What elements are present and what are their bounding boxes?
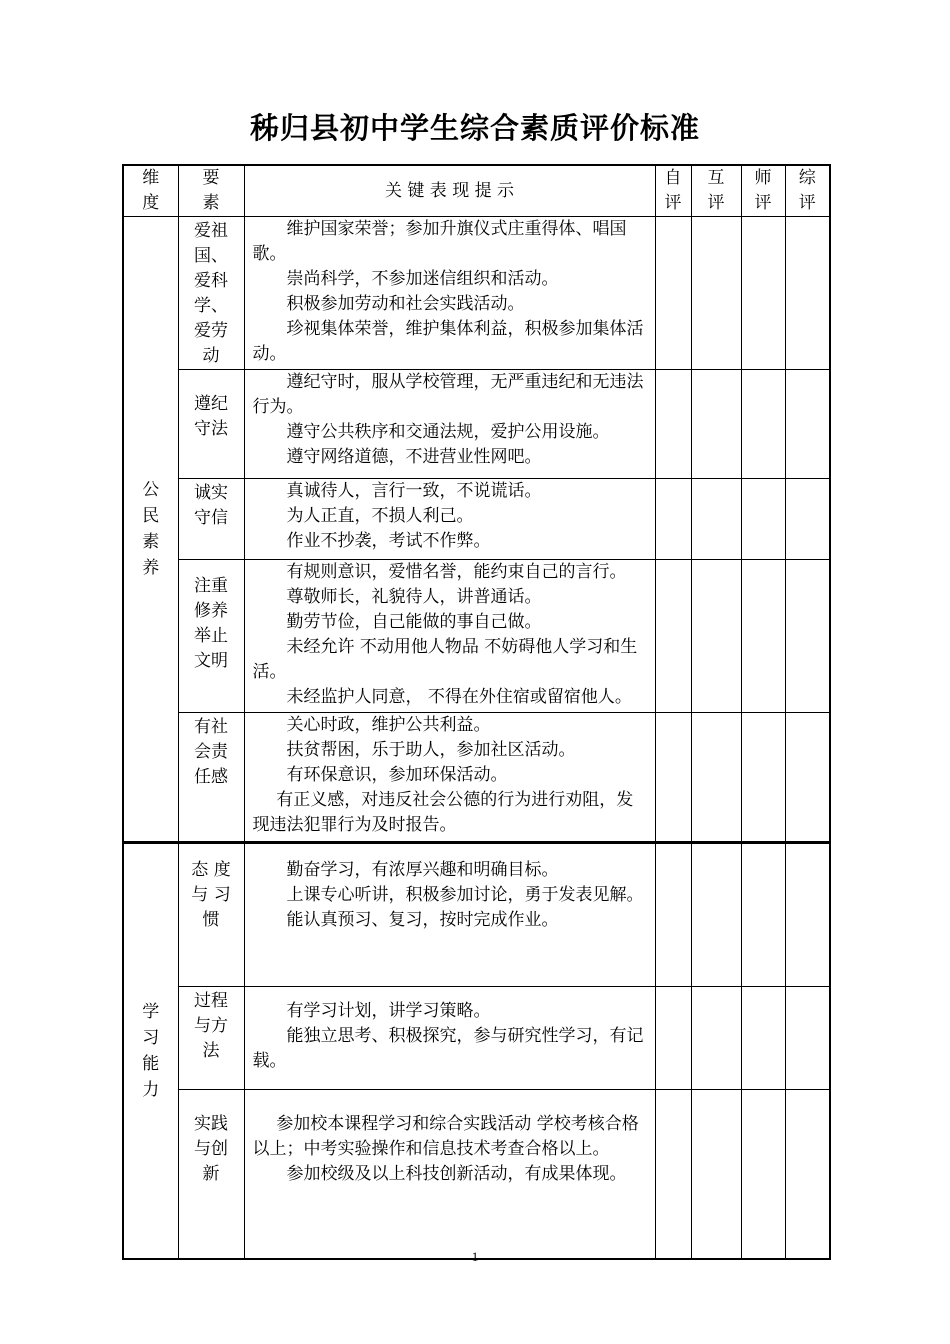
tips-cell: 遵纪守时，服从学校管理，无严重违纪和无违法行为。 遵守公共秩序和交通法规，爱护公用设施。 遵守网络道德，不进营业性网吧。	[244, 370, 655, 479]
overall-eval-cell[interactable]	[785, 560, 830, 713]
header-peer-eval: 互 评	[691, 165, 741, 217]
element-cell: 过程与方法	[178, 987, 244, 1090]
table-row	[123, 560, 830, 713]
self-eval-cell[interactable]	[655, 843, 691, 987]
element-cell: 爱祖国、爱科学、爱劳动	[178, 217, 244, 370]
self-eval-cell[interactable]	[655, 987, 691, 1090]
header-row	[123, 165, 830, 217]
tips-cell: 关心时政，维护公共利益。 扶贫帮困，乐于助人，参加社区活动。 有环保意识，参加环保活动。 有正义感，对违反社会公德的行为进行劝阻，发现违法犯罪行为及时报告。	[244, 713, 655, 843]
teacher-eval-cell[interactable]	[741, 479, 785, 560]
table-row	[123, 217, 830, 370]
peer-eval-cell[interactable]	[691, 479, 741, 560]
self-eval-cell[interactable]	[655, 560, 691, 713]
header-self-eval: 自 评	[655, 165, 691, 217]
teacher-eval-cell[interactable]	[741, 217, 785, 370]
overall-eval-cell[interactable]	[785, 217, 830, 370]
peer-eval-cell[interactable]	[691, 1090, 741, 1260]
table-row	[123, 1090, 830, 1260]
page-title: 秭归县初中学生综合素质评价标准	[249, 111, 700, 145]
tips-cell: 有学习计划，讲学习策略。 能独立思考、积极探究，参与研究性学习，有记载。	[244, 987, 655, 1090]
element-cell: 注重修养举止文明	[178, 560, 244, 713]
teacher-eval-cell[interactable]	[741, 1090, 785, 1260]
page-number: 1	[471, 1249, 479, 1264]
element-cell: 有社会责任感	[178, 713, 244, 843]
peer-eval-cell[interactable]	[691, 370, 741, 479]
tips-cell: 维护国家荣誉；参加升旗仪式庄重得体、唱国歌。 崇尚科学，不参加迷信组织和活动。 积极参加劳动和社会实践活动。 珍视集体荣誉，维护集体利益，积极参加集体活动。	[244, 217, 655, 370]
self-eval-cell[interactable]	[655, 1090, 691, 1260]
overall-eval-cell[interactable]	[785, 713, 830, 843]
dimension-cell: 学习能力	[123, 843, 178, 1260]
evaluation-table	[122, 164, 831, 1260]
table-row	[123, 370, 830, 479]
overall-eval-cell[interactable]	[785, 987, 830, 1090]
element-cell: 实践与创新	[178, 1090, 244, 1260]
peer-eval-cell[interactable]	[691, 843, 741, 987]
teacher-eval-cell[interactable]	[741, 987, 785, 1090]
teacher-eval-cell[interactable]	[741, 843, 785, 987]
tips-cell: 有规则意识，爱惜名誉，能约束自己的言行。 尊敬师长，礼貌待人，讲普通话。 勤劳节俭，自己能做的事自己做。 未经允许 不动用他人物品 不妨碍他人学习和生活。 未经监护人同意， 不得在外住宿或留宿他人。	[244, 560, 655, 713]
tips-cell: 真诚待人，言行一致，不说谎话。 为人正直，不损人利己。 作业不抄袭，考试不作弊。	[244, 479, 655, 560]
header-teacher-eval: 师 评	[741, 165, 785, 217]
self-eval-cell[interactable]	[655, 713, 691, 843]
header-tips: 关 键 表 现 提 示	[244, 165, 655, 217]
teacher-eval-cell[interactable]	[741, 560, 785, 713]
element-cell: 遵纪守法	[178, 370, 244, 479]
peer-eval-cell[interactable]	[691, 713, 741, 843]
self-eval-cell[interactable]	[655, 370, 691, 479]
self-eval-cell[interactable]	[655, 217, 691, 370]
overall-eval-cell[interactable]	[785, 370, 830, 479]
overall-eval-cell[interactable]	[785, 479, 830, 560]
element-cell: 态 度与 习惯	[178, 843, 244, 987]
element-cell: 诚实守信	[178, 479, 244, 560]
header-overall-eval: 综 评	[785, 165, 830, 217]
self-eval-cell[interactable]	[655, 479, 691, 560]
overall-eval-cell[interactable]	[785, 843, 830, 987]
table-row	[123, 713, 830, 843]
teacher-eval-cell[interactable]	[741, 370, 785, 479]
dimension-cell: 公民素养	[123, 217, 178, 843]
peer-eval-cell[interactable]	[691, 560, 741, 713]
tips-cell: 勤奋学习，有浓厚兴趣和明确目标。 上课专心听讲，积极参加讨论，勇于发表见解。 能认真预习、复习，按时完成作业。	[244, 843, 655, 987]
header-element: 要 素	[178, 165, 244, 217]
peer-eval-cell[interactable]	[691, 987, 741, 1090]
table-row	[123, 987, 830, 1090]
peer-eval-cell[interactable]	[691, 217, 741, 370]
header-dimension: 维 度	[123, 165, 178, 217]
table-row	[123, 479, 830, 560]
teacher-eval-cell[interactable]	[741, 713, 785, 843]
overall-eval-cell[interactable]	[785, 1090, 830, 1260]
tips-cell: 参加校本课程学习和综合实践活动 学校考核合格以上；中考实验操作和信息技术考查合格以上。 参加校级及以上科技创新活动，有成果体现。	[244, 1090, 655, 1260]
table-row	[123, 843, 830, 987]
